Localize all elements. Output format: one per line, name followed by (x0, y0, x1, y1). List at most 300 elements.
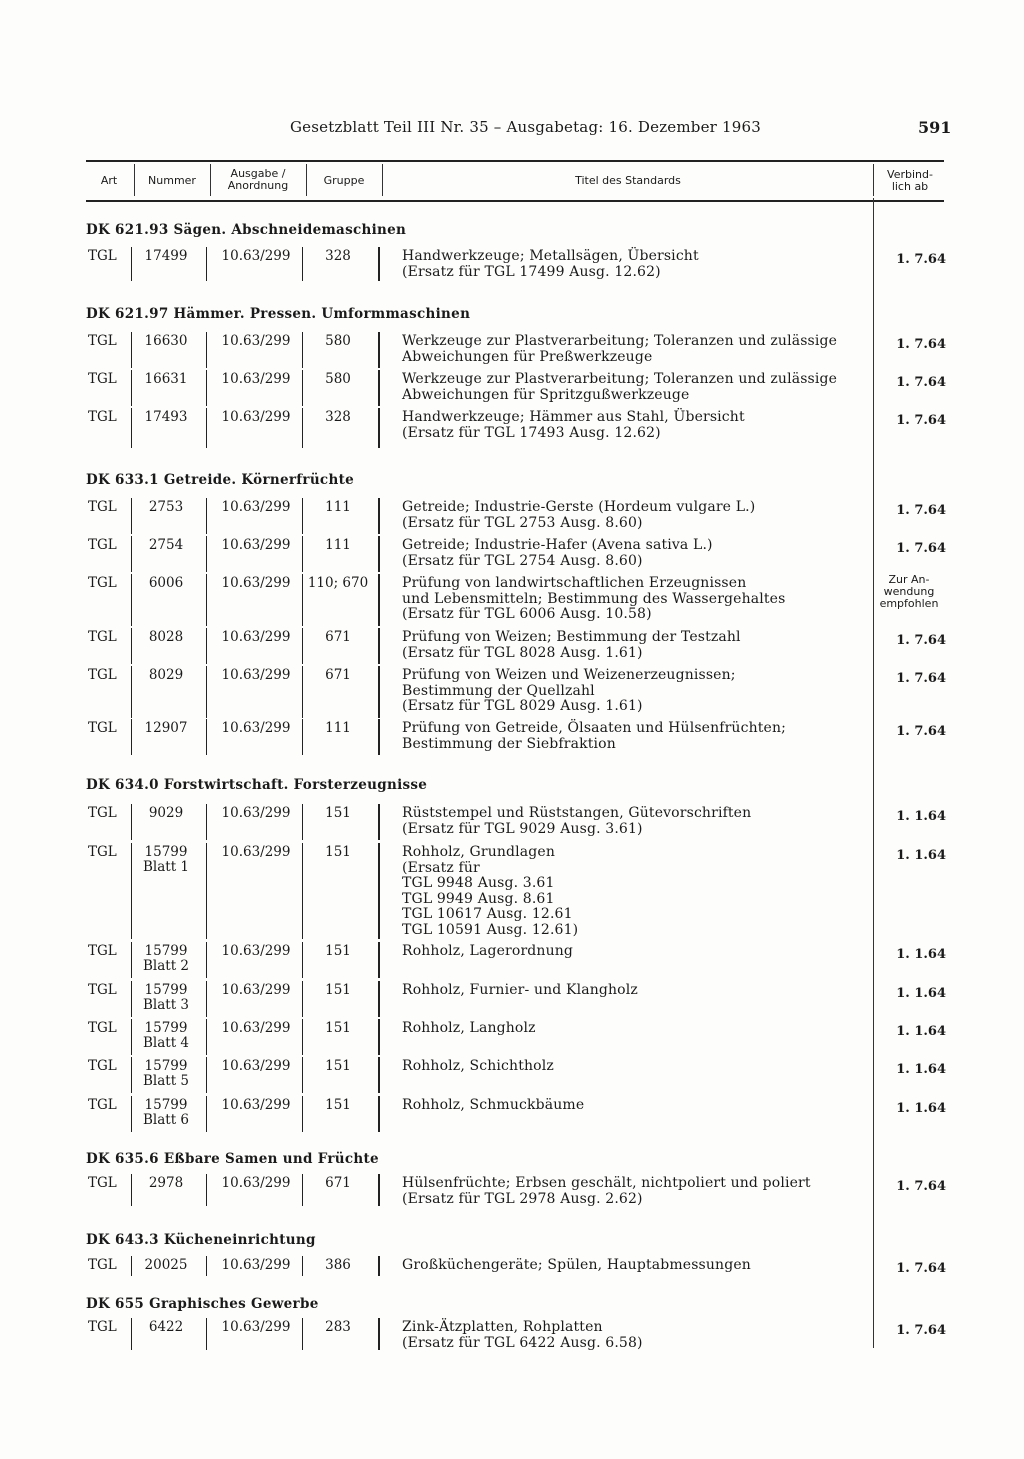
column-rule (206, 628, 207, 664)
column-rule (302, 719, 303, 755)
cell-titel (402, 1021, 868, 1037)
column-rule (206, 1318, 207, 1350)
column-rule (206, 1256, 207, 1276)
nummer-value: 15799 (144, 844, 188, 860)
column-rule (378, 1096, 380, 1132)
titel-line: (Ersatz für TGL 2753 Ausg. 8.60) (402, 514, 643, 531)
table-row (0, 1258, 1024, 1276)
cell-titel (402, 668, 868, 715)
cell-verbindlich: 1. 7.64 (896, 375, 946, 390)
titel-line: Großküchengeräte; Spülen, Hauptabmessungen (402, 1257, 751, 1273)
cell-gruppe: 580 (325, 371, 351, 387)
section-heading: DK 621.97 Hämmer. Pressen. Umformmaschinen (86, 306, 471, 322)
cell-verbindlich (872, 574, 946, 610)
column-rule (131, 332, 132, 368)
titel-line: Werkzeuge zur Plastverarbeitung; Toleranzen und zulässige (402, 371, 838, 387)
titel-line: (Ersatz für TGL 8028 Ausg. 1.61) (402, 644, 643, 661)
titel-line: TGL 10591 Ausg. 12.61) (402, 921, 579, 938)
column-rule (302, 498, 303, 534)
titel-line: TGL 10617 Ausg. 12.61 (402, 906, 573, 922)
cell-verbindlich: 1. 1.64 (896, 809, 946, 824)
column-rule (131, 942, 132, 978)
table-row (0, 630, 1024, 664)
column-rule (378, 942, 380, 978)
nummer-value: 16631 (144, 371, 188, 387)
column-rule (206, 408, 207, 448)
titel-line: Prüfung von Weizen und Weizenerzeugnissen; (402, 667, 736, 683)
cell-verbindlich: 1. 1.64 (896, 848, 946, 863)
titel-line: Bestimmung der Siebfraktion (402, 735, 616, 752)
nummer-value: 9029 (148, 805, 184, 821)
cell-titel (402, 721, 868, 752)
column-rule (378, 666, 380, 718)
table-row (0, 334, 1024, 368)
nummer-value: 15799 (144, 1020, 188, 1036)
cell-ausgabe: 10.63/299 (221, 1319, 291, 1335)
titel-line: TGL 9949 Ausg. 8.61 (402, 890, 555, 907)
cell-nummer (134, 334, 198, 349)
column-rule (378, 1057, 380, 1093)
column-rule (206, 942, 207, 978)
cell-nummer (134, 1098, 198, 1128)
column-rule (206, 843, 207, 939)
verbindlich-line: wendung (883, 585, 935, 598)
cell-nummer (134, 1176, 198, 1191)
cell-gruppe: 671 (325, 629, 351, 645)
col-titel: Titel des Standards (575, 174, 681, 187)
blatt-label: Blatt 4 (142, 1035, 190, 1051)
blatt-label: Blatt 5 (142, 1073, 190, 1089)
titel-line: Abweichungen für Spritzgußwerkzeuge (402, 386, 690, 403)
column-rule (378, 804, 380, 840)
column-rule (378, 574, 380, 626)
cell-art: TGL (88, 943, 117, 959)
column-rule (378, 536, 380, 572)
cell-verbindlich: 1. 1.64 (896, 947, 946, 962)
column-rule (378, 628, 380, 664)
titel-line: (Ersatz für TGL 17499 Ausg. 12.62) (402, 263, 661, 280)
column-rule (302, 370, 303, 406)
nummer-value: 17499 (144, 248, 188, 264)
column-rule (131, 666, 132, 718)
titel-line: (Ersatz für TGL 2754 Ausg. 8.60) (402, 552, 643, 569)
column-rule (206, 498, 207, 534)
table-row (0, 1059, 1024, 1093)
column-rule (131, 981, 132, 1017)
column-rule (302, 628, 303, 664)
cell-nummer (134, 249, 198, 264)
column-rule (206, 719, 207, 755)
titel-line: Prüfung von landwirtschaftlichen Erzeugnissen (402, 575, 747, 591)
cell-art: TGL (88, 537, 117, 553)
blatt-label: Blatt 2 (142, 958, 190, 974)
titel-line: Rohholz, Lagerordnung (402, 943, 574, 959)
table-row (0, 1098, 1024, 1132)
cell-ausgabe: 10.63/299 (221, 1097, 291, 1113)
column-rule (206, 247, 207, 281)
nummer-value: 2753 (148, 499, 184, 515)
cell-nummer (134, 1258, 198, 1273)
table-row (0, 721, 1024, 755)
cell-titel (402, 983, 868, 999)
cell-ausgabe: 10.63/299 (221, 1058, 291, 1074)
cell-art: TGL (88, 499, 117, 515)
page-header (0, 118, 1024, 138)
cell-verbindlich: 1. 7.64 (896, 337, 946, 352)
cell-gruppe: 151 (325, 844, 351, 860)
titel-line: (Ersatz für TGL 9029 Ausg. 3.61) (402, 820, 643, 837)
section-heading: DK 655 Graphisches Gewerbe (86, 1296, 319, 1312)
table-row (0, 845, 1024, 939)
cell-verbindlich: 1. 1.64 (896, 1024, 946, 1039)
column-rule (206, 1057, 207, 1093)
nummer-value: 2978 (148, 1175, 184, 1191)
cell-nummer (134, 1021, 198, 1051)
cell-nummer (134, 983, 198, 1013)
col-verbindlich: Verbind- lich ab (887, 168, 933, 193)
column-rule (131, 574, 132, 626)
section-heading: DK 621.93 Sägen. Abschneidemaschinen (86, 222, 407, 238)
col-art: Art (100, 174, 118, 187)
titel-line: (Ersatz für TGL 17493 Ausg. 12.62) (402, 424, 661, 441)
cell-art: TGL (88, 1020, 117, 1036)
cell-art: TGL (88, 1097, 117, 1113)
column-rule (131, 408, 132, 448)
column-rule (206, 1174, 207, 1206)
cell-verbindlich: 1. 7.64 (896, 1179, 946, 1194)
titel-line: Werkzeuge zur Plastverarbeitung; Toleranzen und zulässige (402, 333, 838, 349)
column-rule (206, 666, 207, 718)
blatt-label: Blatt 3 (142, 997, 190, 1013)
column-rule (206, 536, 207, 572)
nummer-value: 6006 (148, 575, 184, 591)
cell-gruppe: 111 (325, 720, 351, 736)
cell-gruppe: 151 (325, 1058, 351, 1074)
cell-nummer (134, 845, 198, 875)
cell-gruppe: 111 (325, 499, 351, 515)
nummer-value: 2754 (148, 537, 184, 553)
nummer-value: 15799 (144, 943, 188, 959)
cell-titel (402, 1320, 868, 1351)
column-rule (378, 843, 380, 939)
column-rule (302, 1096, 303, 1132)
column-rule (302, 804, 303, 840)
cell-art: TGL (88, 575, 117, 591)
table-row (0, 573, 1024, 626)
cell-art: TGL (88, 844, 117, 860)
cell-gruppe: 151 (325, 1097, 351, 1113)
cell-gruppe: 328 (325, 248, 351, 264)
table-row (0, 1176, 1024, 1206)
column-rule (378, 1318, 380, 1350)
cell-nummer (134, 500, 198, 515)
titel-line: Rohholz, Furnier- und Klangholz (402, 982, 638, 998)
cell-titel (402, 1059, 868, 1075)
column-rule (131, 1318, 132, 1350)
cell-gruppe: 151 (325, 1020, 351, 1036)
titel-line: Prüfung von Weizen; Bestimmung der Testzahl (402, 629, 741, 645)
section-heading: DK 634.0 Forstwirtschaft. Forsterzeugnisse (86, 777, 428, 793)
titel-line: TGL 9948 Ausg. 3.61 (402, 875, 555, 891)
table-row (0, 538, 1024, 572)
titel-line: Abweichungen für Preßwerkzeuge (402, 348, 653, 365)
cell-art: TGL (88, 333, 117, 349)
cell-ausgabe: 10.63/299 (221, 499, 291, 515)
cell-art: TGL (88, 1319, 117, 1335)
cell-gruppe: 671 (325, 1175, 351, 1191)
section-heading: DK 633.1 Getreide. Körnerfrüchte (86, 472, 354, 488)
cell-titel (402, 630, 868, 661)
titel-line: Rohholz, Schmuckbäume (402, 1097, 585, 1113)
column-rule (206, 804, 207, 840)
cell-ausgabe: 10.63/299 (221, 943, 291, 959)
cell-verbindlich: 1. 7.64 (896, 1323, 946, 1338)
nummer-value: 6422 (148, 1319, 184, 1335)
column-rule (131, 247, 132, 281)
titel-line: (Ersatz für TGL 8029 Ausg. 1.61) (402, 698, 643, 714)
column-rule (131, 1174, 132, 1206)
titel-line: Prüfung von Getreide, Ölsaaten und Hülsenfrüchten; (402, 720, 786, 736)
column-rule (131, 628, 132, 664)
table-row (0, 944, 1024, 978)
column-rule (302, 247, 303, 281)
cell-gruppe: 151 (325, 805, 351, 821)
table-row (0, 372, 1024, 406)
column-rule (378, 370, 380, 406)
cell-art: TGL (88, 629, 117, 645)
table-row (0, 983, 1024, 1017)
column-rule (131, 1256, 132, 1276)
cell-nummer (134, 538, 198, 553)
cell-ausgabe: 10.63/299 (221, 629, 291, 645)
cell-gruppe: 386 (325, 1257, 351, 1273)
cell-titel (402, 944, 868, 960)
column-rule (206, 1019, 207, 1055)
table-row (0, 1320, 1024, 1350)
titel-line: Bestimmung der Quellzahl (402, 682, 595, 699)
cell-ausgabe: 10.63/299 (221, 982, 291, 998)
column-rule (378, 1174, 380, 1206)
cell-ausgabe: 10.63/299 (221, 667, 291, 683)
cell-nummer (134, 944, 198, 974)
column-rule (206, 574, 207, 626)
cell-gruppe: 110; 670 (307, 575, 369, 591)
cell-titel (402, 576, 868, 623)
column-rule (378, 719, 380, 755)
titel-line: (Ersatz für TGL 2978 Ausg. 2.62) (402, 1190, 643, 1207)
nummer-value: 20025 (144, 1257, 188, 1273)
column-rule (302, 408, 303, 448)
cell-ausgabe: 10.63/299 (221, 805, 291, 821)
blatt-label: Blatt 6 (142, 1112, 190, 1128)
cell-ausgabe: 10.63/299 (221, 844, 291, 860)
nummer-value: 15799 (144, 1058, 188, 1074)
cell-nummer (134, 1059, 198, 1089)
column-rule (302, 981, 303, 1017)
blatt-label: Blatt 1 (142, 859, 190, 875)
cell-titel (402, 1098, 868, 1114)
page-number: 591 (918, 118, 952, 137)
table-row (0, 249, 1024, 281)
cell-verbindlich: 1. 7.64 (896, 633, 946, 648)
column-rule (302, 1318, 303, 1350)
cell-nummer (134, 1320, 198, 1335)
cell-art: TGL (88, 1257, 117, 1273)
titel-line: (Ersatz für TGL 6006 Ausg. 10.58) (402, 606, 652, 622)
column-rule (302, 1256, 303, 1276)
cell-ausgabe: 10.63/299 (221, 409, 291, 425)
column-rule (131, 1019, 132, 1055)
cell-titel (402, 500, 868, 531)
cell-nummer (134, 410, 198, 425)
column-rule (131, 536, 132, 572)
cell-gruppe: 328 (325, 409, 351, 425)
column-rule (302, 536, 303, 572)
nummer-value: 17493 (144, 409, 188, 425)
table-row (0, 410, 1024, 448)
column-rule (302, 574, 303, 626)
column-rule (131, 498, 132, 534)
cell-titel (402, 806, 868, 837)
cell-titel (402, 249, 868, 280)
col-ausgabe: Ausgabe / Anordnung (227, 167, 289, 192)
titel-line: (Ersatz für (402, 859, 480, 876)
column-rule (131, 719, 132, 755)
gazette-title: Gesetzblatt Teil III Nr. 35 – Ausgabetag: 16. Dezember 1963 (290, 118, 761, 136)
cell-ausgabe: 10.63/299 (221, 248, 291, 264)
cell-nummer (134, 630, 198, 645)
cell-ausgabe: 10.63/299 (221, 333, 291, 349)
table-row (0, 500, 1024, 534)
cell-art: TGL (88, 982, 117, 998)
cell-titel (402, 372, 868, 403)
cell-ausgabe: 10.63/299 (221, 720, 291, 736)
cell-verbindlich: 1. 1.64 (896, 1062, 946, 1077)
table-row (0, 668, 1024, 718)
column-rule (378, 1256, 380, 1276)
column-rule (131, 843, 132, 939)
cell-titel (402, 1258, 868, 1274)
cell-nummer (134, 576, 198, 591)
cell-art: TGL (88, 248, 117, 264)
cell-art: TGL (88, 371, 117, 387)
cell-art: TGL (88, 720, 117, 736)
cell-titel (402, 845, 868, 938)
cell-gruppe: 671 (325, 667, 351, 683)
verbindlich-line: empfohlen (879, 597, 939, 610)
cell-verbindlich: 1. 7.64 (896, 671, 946, 686)
nummer-value: 16630 (144, 333, 188, 349)
column-rule (302, 1057, 303, 1093)
cell-ausgabe: 10.63/299 (221, 537, 291, 553)
cell-titel (402, 1176, 868, 1207)
col-gruppe: Gruppe (323, 174, 365, 187)
cell-ausgabe: 10.63/299 (221, 371, 291, 387)
cell-nummer (134, 372, 198, 387)
cell-art: TGL (88, 1175, 117, 1191)
cell-gruppe: 283 (325, 1319, 351, 1335)
cell-gruppe: 151 (325, 982, 351, 998)
column-rule (302, 843, 303, 939)
cell-gruppe: 111 (325, 537, 351, 553)
cell-verbindlich: 1. 1.64 (896, 986, 946, 1001)
titel-line: (Ersatz für TGL 6422 Ausg. 6.58) (402, 1334, 643, 1351)
cell-art: TGL (88, 805, 117, 821)
column-rule (302, 332, 303, 368)
nummer-value: 15799 (144, 982, 188, 998)
titel-line: Rüststempel und Rüststangen, Gütevorschriften (402, 805, 752, 821)
column-rule (206, 370, 207, 406)
column-rule (302, 1174, 303, 1206)
cell-nummer (134, 806, 198, 821)
titel-line: Rohholz, Langholz (402, 1020, 536, 1036)
nummer-value: 8028 (148, 629, 184, 645)
cell-art: TGL (88, 409, 117, 425)
cell-verbindlich: 1. 7.64 (896, 252, 946, 267)
column-rule (378, 498, 380, 534)
column-rule (206, 981, 207, 1017)
column-rule (302, 666, 303, 718)
cell-nummer (134, 721, 198, 736)
titel-line: Zink-Ätzplatten, Rohplatten (402, 1319, 603, 1335)
titel-line: und Lebensmitteln; Bestimmung des Wassergehaltes (402, 590, 786, 607)
column-rule (378, 247, 380, 281)
column-rule (302, 942, 303, 978)
titel-line: Handwerkzeuge; Metallsägen, Übersicht (402, 248, 699, 264)
cell-titel (402, 538, 868, 569)
col-nummer: Nummer (148, 174, 196, 187)
titel-line: Rohholz, Schichtholz (402, 1058, 554, 1074)
column-rule (206, 332, 207, 368)
verbindlich-line: Zur An- (888, 573, 930, 586)
section-heading: DK 635.6 Eßbare Samen und Früchte (86, 1151, 379, 1167)
titel-line: Getreide; Industrie-Hafer (Avena sativa L.) (402, 537, 713, 553)
column-rule (131, 804, 132, 840)
cell-gruppe: 151 (325, 943, 351, 959)
cell-verbindlich: 1. 1.64 (896, 1101, 946, 1116)
section-heading: DK 643.3 Kücheneinrichtung (86, 1232, 316, 1248)
column-rule (378, 1019, 380, 1055)
cell-gruppe: 580 (325, 333, 351, 349)
cell-titel (402, 334, 868, 365)
titel-line: Rohholz, Grundlagen (402, 844, 555, 860)
column-header (86, 160, 944, 202)
column-rule (378, 981, 380, 1017)
table-row (0, 806, 1024, 840)
nummer-value: 15799 (144, 1097, 188, 1113)
titel-line: Hülsenfrüchte; Erbsen geschält, nichtpoliert und poliert (402, 1175, 811, 1191)
cell-art: TGL (88, 667, 117, 683)
column-rule (378, 408, 380, 448)
column-rule (131, 370, 132, 406)
cell-nummer (134, 668, 198, 683)
table-row (0, 1021, 1024, 1055)
nummer-value: 12907 (144, 720, 188, 736)
cell-verbindlich: 1. 7.64 (896, 1261, 946, 1276)
column-rule (206, 1096, 207, 1132)
cell-verbindlich: 1. 7.64 (896, 541, 946, 556)
cell-verbindlich: 1. 7.64 (896, 413, 946, 428)
column-rule (378, 332, 380, 368)
titel-line: Getreide; Industrie-Gerste (Hordeum vulgare L.) (402, 499, 756, 515)
cell-ausgabe: 10.63/299 (221, 1257, 291, 1273)
cell-ausgabe: 10.63/299 (221, 1175, 291, 1191)
cell-verbindlich: 1. 7.64 (896, 503, 946, 518)
column-rule (302, 1019, 303, 1055)
titel-line: Handwerkzeuge; Hämmer aus Stahl, Übersicht (402, 409, 745, 425)
cell-verbindlich: 1. 7.64 (896, 724, 946, 739)
cell-titel (402, 410, 868, 441)
